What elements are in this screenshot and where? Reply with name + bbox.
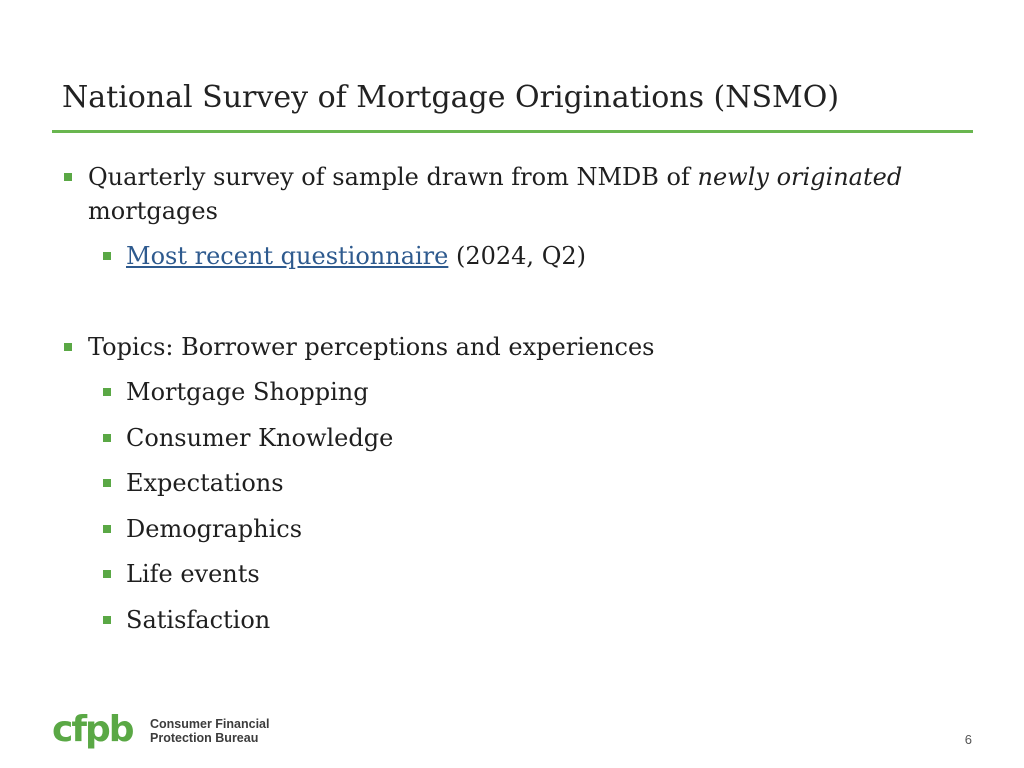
bullet-topics: [88, 330, 654, 364]
topic-item: [126, 375, 369, 409]
topic-label: Expectations: [126, 469, 284, 497]
agency-name-line1: Consumer Financial: [150, 717, 270, 731]
logo-mark: cfpb: [52, 712, 133, 750]
bullet-marker: [64, 173, 72, 181]
agency-name-line2: Protection Bureau: [150, 731, 259, 745]
agency-name: [150, 717, 269, 745]
topic-label: Satisfaction: [126, 606, 271, 634]
bullet-marker: [103, 252, 111, 260]
topic-item: [126, 466, 284, 500]
topic-label: Demographics: [126, 515, 303, 543]
topic-item: [126, 557, 260, 591]
topic-item: [126, 512, 302, 546]
topic-label: Mortgage Shopping: [126, 378, 369, 406]
cfpb-logo-icon: [52, 712, 142, 756]
bullet-emphasis: newly originated: [697, 163, 903, 191]
bullet-marker: [103, 525, 111, 533]
bullet-quarterly-survey-continued: mortgages: [88, 197, 218, 225]
questionnaire-date: (2024, Q2): [448, 242, 586, 270]
bullet-text: Quarterly survey of sample drawn from NMDB of: [88, 163, 698, 191]
bullet-quarterly-survey: [88, 160, 902, 194]
title-divider: [52, 130, 973, 133]
topic-item: [126, 421, 393, 455]
bullet-marker: [103, 434, 111, 442]
bullet-text: Topics: Borrower perceptions and experiences: [88, 333, 655, 361]
topic-label: Life events: [126, 560, 260, 588]
questionnaire-link[interactable]: Most recent questionnaire: [126, 242, 449, 270]
bullet-marker: [103, 388, 111, 396]
bullet-marker: [103, 570, 111, 578]
page-number: 6: [964, 732, 972, 747]
bullet-marker: [103, 479, 111, 487]
bullet-marker: [103, 616, 111, 624]
bullet-marker: [64, 343, 72, 351]
topic-label: Consumer Knowledge: [126, 424, 394, 452]
slide-title: National Survey of Mortgage Originations (NSMO): [62, 80, 840, 115]
sub-bullet-questionnaire: [126, 239, 586, 273]
topic-item: [126, 603, 270, 637]
